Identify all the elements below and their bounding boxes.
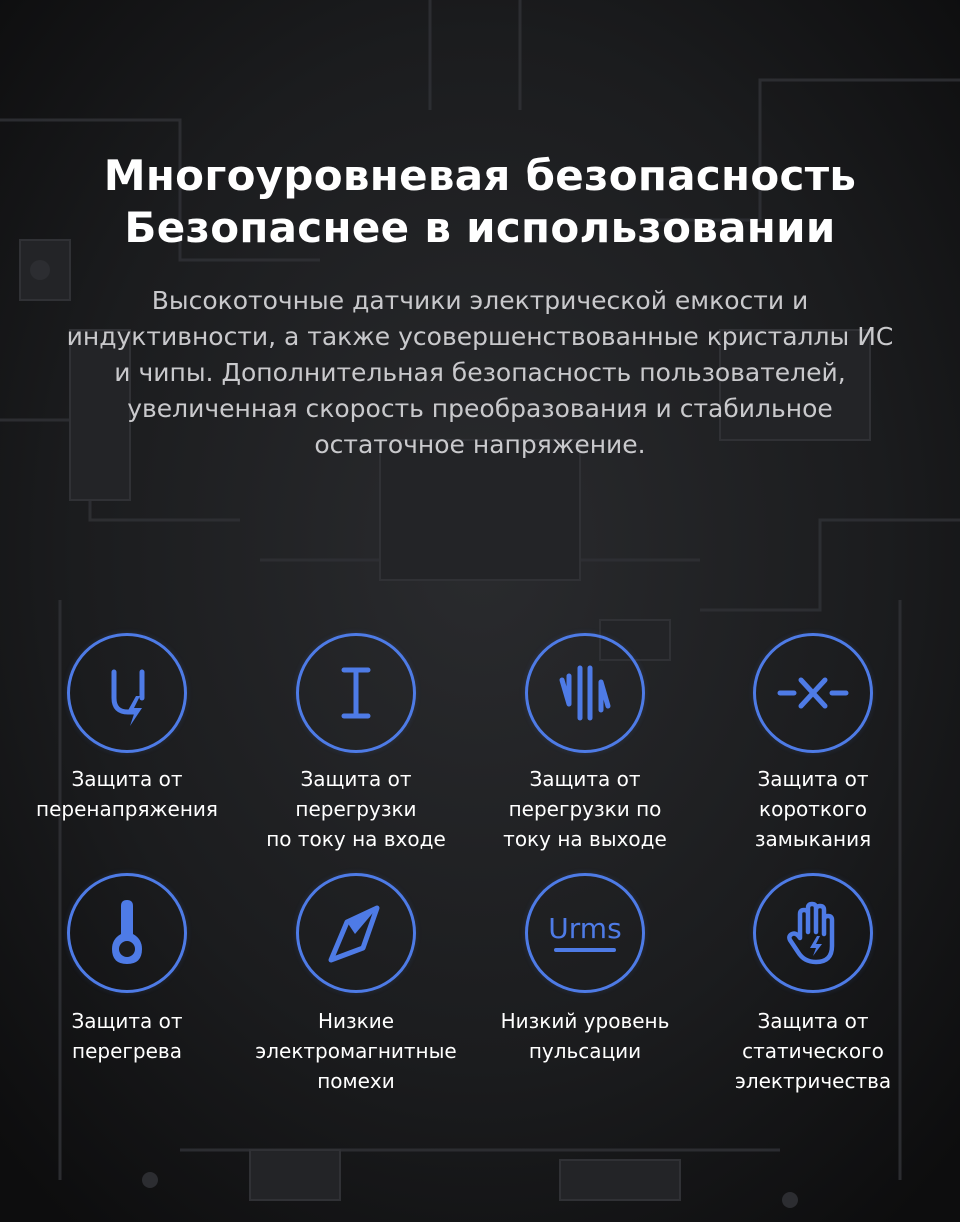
low-emi-label: Низкие электромагнитные помехи [255,1009,457,1093]
description-line-1: Высокоточные датчики электрической емкости и [151,286,809,315]
input-current-icon-ring [296,633,416,753]
low-ripple-label: Низкий уровень пульсации [500,1009,670,1063]
thermometer-icon [70,876,184,990]
urms-icon [528,876,642,990]
overvoltage-icon-ring [67,633,187,753]
output-current-icon-ring [525,633,645,753]
output-current-label: Защита от перегрузки по току на выходе [503,767,667,851]
overvoltage-icon [70,636,184,750]
description [40,283,920,463]
hand-static-icon [756,876,870,990]
urms-text: Urms [548,912,622,945]
thermometer-icon-ring [67,873,187,993]
input-current-icon [299,636,413,750]
static-label: Защита от статического электричества [734,1009,892,1093]
description-line-5: остаточное напряжение. [314,430,646,459]
output-current-icon [528,636,642,750]
compass-icon-ring [296,873,416,993]
headline [0,150,960,254]
overvoltage-label: Защита от перенапряжения [36,767,218,821]
overheat-label: Защита от перегрева [71,1009,183,1063]
description-line-3: и чипы. Дополнительная безопасность пользователей, [114,358,846,387]
input-current-label: Защита от перегрузки по току на входе [266,767,446,851]
compass-icon [299,876,413,990]
short-circuit-label: Защита от короткого замыкания [754,767,872,851]
short-circuit-icon [756,636,870,750]
description-line-2: индуктивности, а также усовершенствованные кристаллы ИС [66,322,894,351]
headline-line-1: Многоуровневая безопасность [103,151,857,200]
urms-icon-ring [525,873,645,993]
hand-static-icon-ring [753,873,873,993]
headline-line-2: Безопаснее в использовании [124,203,836,252]
description-line-4: увеличенная скорость преобразования и стабильное [127,394,833,423]
short-circuit-icon-ring [753,633,873,753]
